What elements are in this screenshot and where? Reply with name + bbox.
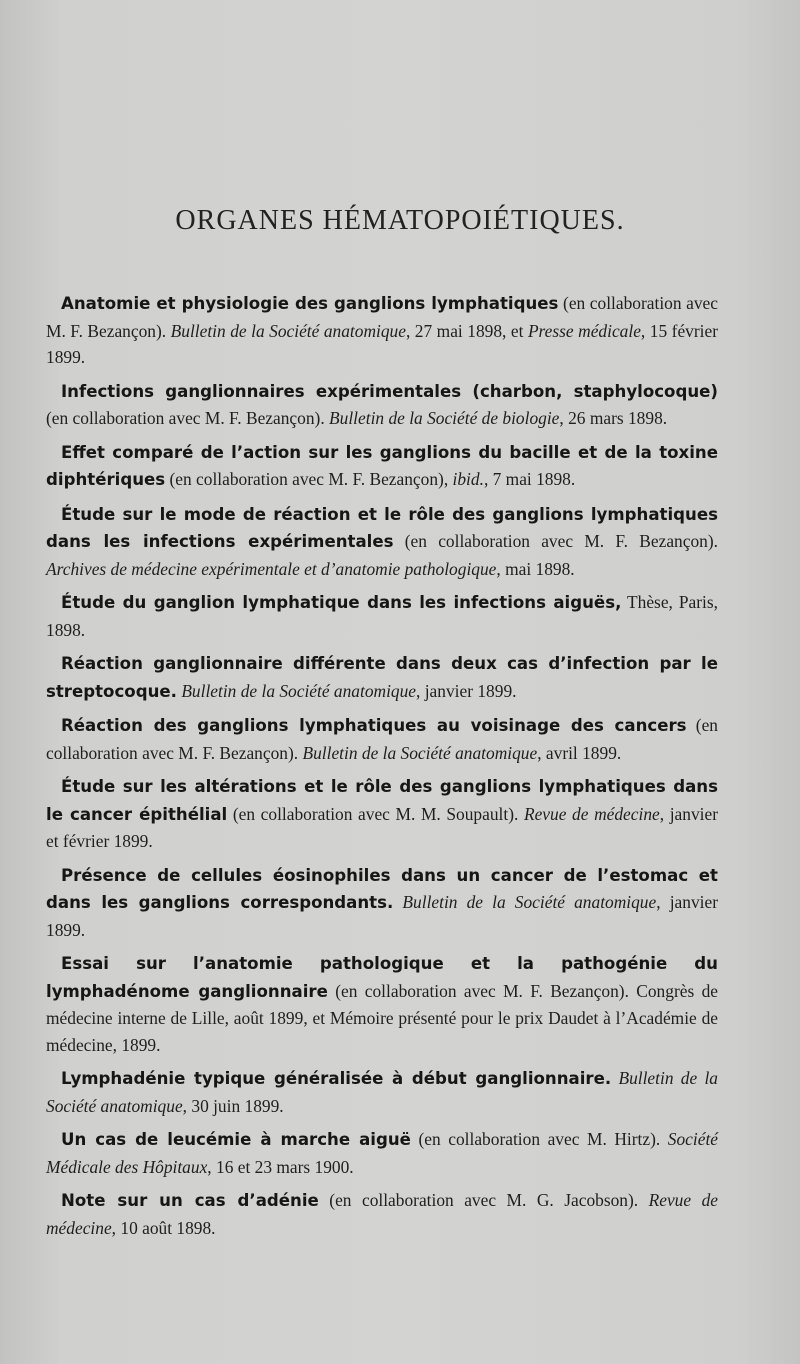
- publication-entry: [46, 290, 718, 371]
- entry-date: , avril 1899.: [537, 742, 622, 763]
- entry-title: Réaction ganglionnaire différente dans deux cas d’infection par le streptocoque.: [46, 654, 718, 701]
- entry-text: (en collaboration avec M. F. Bezançon).: [393, 531, 718, 551]
- entry-date: , 26 mars 1898.: [559, 408, 668, 428]
- entry-text: (en collaboration avec M. F. Bezançon).: [46, 408, 330, 428]
- entry-date: , janvier 1899.: [416, 680, 517, 701]
- entry-title: Effet comparé de l’action sur les ganglions du bacille et de la toxine diphtériques: [46, 442, 718, 489]
- publication-entry: [46, 712, 718, 766]
- entry-date: , 30 juin 1899.: [182, 1095, 284, 1116]
- entry-journal-2: Presse médicale: [527, 320, 641, 341]
- entry-date: , 16 et 23 mars 1900.: [207, 1156, 354, 1177]
- publication-entry: [46, 1065, 718, 1119]
- entry-journal: ibid.: [452, 469, 484, 489]
- entry-date: , 10 août 1898.: [111, 1217, 216, 1238]
- publication-entry: [46, 862, 718, 944]
- entry-title: Étude sur le mode de réaction et le rôle des ganglions lymphatiques dans les infections expérimentales: [46, 504, 718, 551]
- entry-title: Anatomie et physiologie des ganglions lymphatiques: [61, 294, 559, 313]
- entry-text: Thèse, Paris, 1898.: [46, 592, 718, 640]
- entry-journal: Bulletin de la Société anatomique: [181, 680, 417, 701]
- entry-date-2: , 15 février 1899.: [46, 320, 718, 367]
- entry-title: Étude sur les altérations et le rôle des ganglions lymphatiques dans le cancer épithélial: [46, 777, 718, 824]
- entry-title: Essai sur l’anatomie pathologique et la pathogénie du lymphadénome ganglionnaire: [46, 954, 718, 1001]
- publication-entry: [46, 589, 718, 643]
- publication-entry: [46, 950, 718, 1058]
- entry-journal: Bulletin de la Société de biologie: [329, 408, 560, 428]
- entry-text: (en collaboration avec M. F. Bezançon),: [165, 469, 453, 489]
- entry-date: , janvier et février 1899.: [46, 803, 718, 851]
- entry-journal: Société Médicale des Hôpitaux: [46, 1129, 718, 1177]
- entry-journal: Archives de médecine expérimentale et d’anatomie pathologique: [46, 558, 497, 579]
- entry-text: (en collaboration avec M. F. Bezançon). Congrès de médecine interne de Lille, août 1899, et Mémoire présenté pour le prix Daudet à l’Académie de médecine, 1899.: [46, 980, 718, 1055]
- entry-journal: Bulletin de la Société anatomique: [302, 742, 538, 763]
- publication-list: [46, 290, 718, 1248]
- entry-journal: Bulletin de la Société anatomique: [402, 892, 657, 912]
- publication-entry: [46, 1187, 718, 1241]
- entry-text: (en collaboration avec M. Hirtz).: [410, 1129, 668, 1149]
- publication-entry: [46, 439, 718, 494]
- entry-date: , 7 mai 1898.: [483, 469, 576, 489]
- publication-entry: [46, 650, 718, 705]
- entry-title: Réaction des ganglions lymphatiques au voisinage des cancers: [61, 716, 687, 735]
- entry-journal: Bulletin de la Société anatomique: [170, 320, 406, 341]
- entry-date: , mai 1898.: [496, 558, 575, 579]
- entry-title: Infections ganglionnaires expérimentales (charbon, staphylocoque): [61, 381, 718, 401]
- publication-entry: [46, 378, 718, 432]
- entry-title: Étude du ganglion lymphatique dans les infections aiguës,: [61, 593, 622, 612]
- entry-title: Note sur un cas d’adénie: [61, 1191, 319, 1210]
- entry-text: (en collaboration avec M. F. Bezançon).: [46, 715, 718, 763]
- entry-title: Présence de cellules éosinophiles dans un cancer de l’estomac et dans les ganglions correspondants.: [46, 865, 718, 912]
- publication-entry: [46, 501, 718, 583]
- entry-date: , 27 mai 1898, et: [405, 320, 528, 341]
- entry-date: , janvier 1899.: [46, 892, 718, 940]
- entry-journal: Revue de médecine: [523, 803, 660, 824]
- entry-title: Un cas de leucémie à marche aiguë: [61, 1130, 411, 1149]
- publication-entry: [46, 1126, 718, 1180]
- entry-text: (en collaboration avec M. F. Bezançon).: [46, 293, 718, 341]
- entry-title: Lymphadénie typique généralisée à début ganglionnaire.: [61, 1069, 612, 1088]
- entry-journal: Revue de médecine: [46, 1190, 718, 1238]
- publication-entry: [46, 773, 718, 855]
- entry-text: (en collaboration avec M. M. Soupault).: [227, 803, 524, 824]
- entry-text: (en collaboration avec M. G. Jacobson).: [318, 1190, 649, 1210]
- page-title: ORGANES HÉMATOPOIÉTIQUES.: [175, 205, 625, 236]
- entry-journal: Bulletin de la Société anatomique: [46, 1068, 718, 1116]
